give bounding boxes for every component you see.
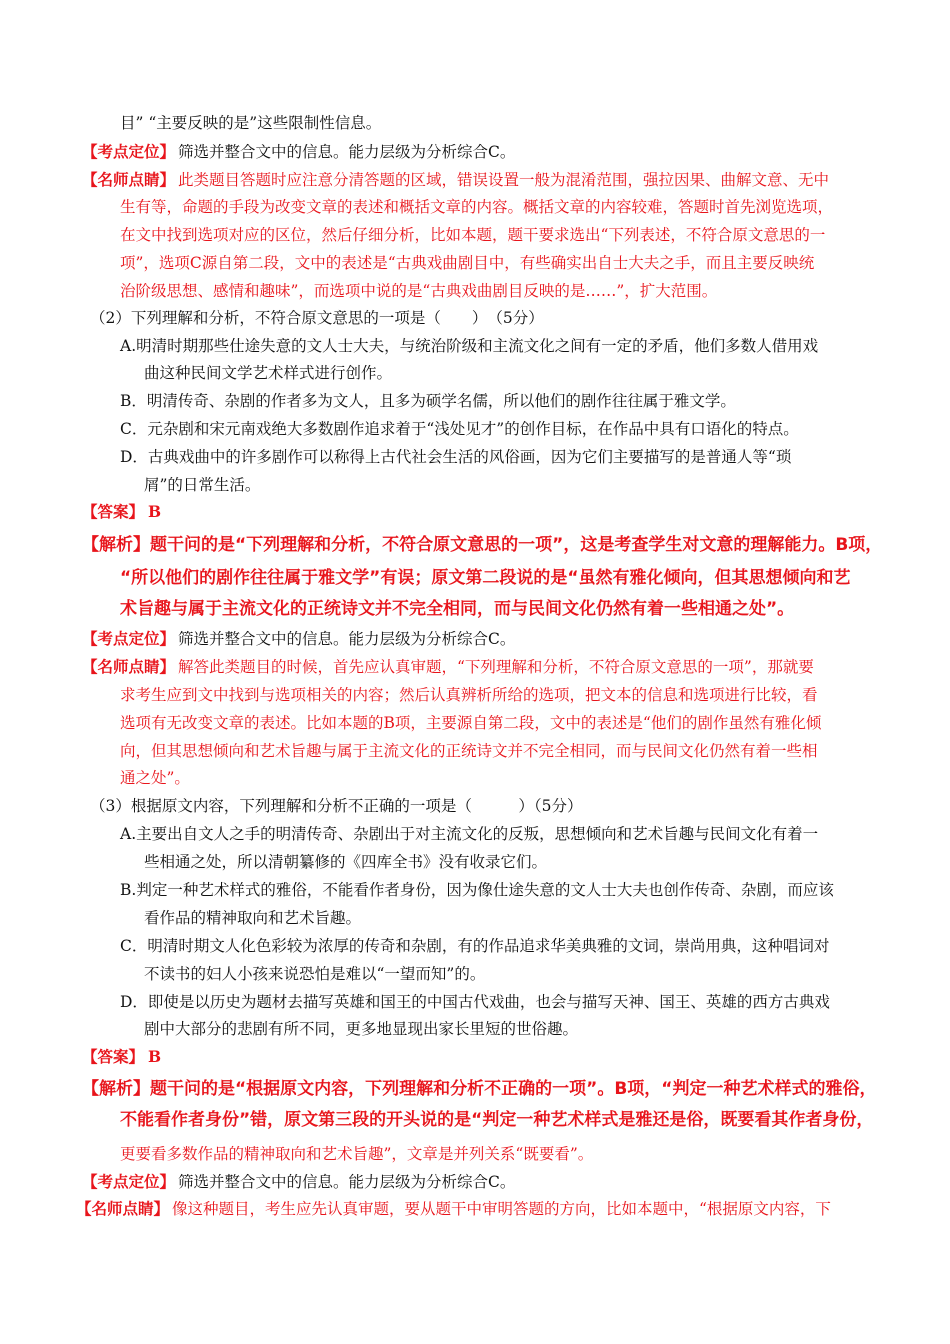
mingshi-tag: 【名师点睛】 <box>76 1199 170 1218</box>
option-c: C．明清时期文人化色彩较为浓厚的传奇和杂剧，有的作品追求华美典雅的文词，崇尚用典，这种唱词对 <box>120 937 830 955</box>
option-c-cont: 不读书的妇人小孩来说恐怕是难以“一望而知”的。 <box>144 965 486 983</box>
jiexi-line: 不能看作者身份”错，原文第三段的开头说的是“判定一种艺术样式是雅还是俗，既要看其作者身份， <box>120 1110 874 1130</box>
jiexi-line: “所以他们的剧作往往属于雅文学”有误；原文第二段说的是“虽然有雅化倾向，但其思想倾向和艺 <box>120 568 851 588</box>
jiexi-line: 题干问的是“下列理解和分析，不符合原文意思的一项”，这是考查学生对文意的理解能力。B项， <box>150 535 883 555</box>
kaodian-text: 筛选并整合文中的信息。能力层级为分析综合C。 <box>178 143 516 161</box>
mingshi-line: 像这种题目，考生应先认真审题，要从题干中审明答题的方向，比如本题中，“根据原文内容，下 <box>172 1200 831 1218</box>
answer-value: B <box>148 502 162 521</box>
jiexi-line: 更要看多数作品的精神取向和艺术旨趣”，文章是并列关系“既要看”。 <box>120 1145 594 1163</box>
kaodian-tag: 【考点定位】 <box>82 629 176 648</box>
mingshi-line: 求考生应到文中找到与选项相关的内容；然后认真辨析所给的选项，把文本的信息和选项进行比较，看 <box>120 686 818 704</box>
option-a: A.主要出自文人之手的明清传奇、杂剧出于对主流文化的反叛，思想倾向和艺术旨趣与民间文化有着一 <box>120 825 819 843</box>
option-b: B．明清传奇、杂剧的作者多为文人，且多为硕学名儒，所以他们的剧作往往属于雅文学。 <box>120 392 736 410</box>
mingshi-line: 治阶级思想、感情和趣味”，而选项中说的是“古典戏曲剧目反映的是……”，扩大范围。 <box>120 282 718 300</box>
mingshi-tag: 【名师点睛】 <box>82 657 176 676</box>
question-stem: （2）下列理解和分析，不符合原文意思的一项是（ ） （5分） <box>90 309 544 327</box>
answer-value: B <box>148 1047 162 1066</box>
answer-tag: 【答案】 <box>82 1047 145 1066</box>
option-c: C．元杂剧和宋元南戏绝大多数剧作追求着于“浅处见才”的创作目标，在作品中具有口语化的特点。 <box>120 420 799 438</box>
jiexi-line: 题干问的是“根据原文内容，下列理解和分析不正确的一项”。B项，“判定一种艺术样式的雅俗， <box>150 1079 877 1099</box>
mingshi-line: 向，但其思想倾向和艺术旨趣与属于主流文化的正统诗文并不完全相同，而与民间文化仍然有着一些相 <box>120 742 818 760</box>
option-d-cont: 屑”的日常生活。 <box>144 476 261 494</box>
mingshi-line: 在文中找到选项对应的区位，然后仔细分析，比如本题，题干要求选出“下列表述，不符合原文意思的一 <box>120 226 826 244</box>
q1-continued-line: 目” “主要反映的是”这些限制性信息。 <box>120 114 382 132</box>
option-d-cont: 剧中大部分的悲剧有所不同，更多地显现出家长里短的世俗趣。 <box>144 1020 579 1038</box>
mingshi-line: 通之处”。 <box>120 769 190 787</box>
kaodian-tag: 【考点定位】 <box>82 142 176 161</box>
option-a: A.明清时期那些仕途失意的文人士大夫，与统治阶级和主流文化之间有一定的矛盾，他们多数人借用戏 <box>120 337 819 355</box>
question-stem: （3）根据原文内容，下列理解和分析不正确的一项是（ ）（5分） <box>90 797 583 815</box>
mingshi-line: 此类题目答题时应注意分清答题的区域，错误设置一般为混淆范围，强拉因果、曲解文意、无中 <box>178 171 830 189</box>
option-a-cont: 些相通之处，所以清朝纂修的《四库全书》没有收录它们。 <box>144 853 548 871</box>
kaodian-text: 筛选并整合文中的信息。能力层级为分析综合C。 <box>178 630 516 648</box>
option-d: D．即使是以历史为题材去描写英雄和国王的中国古代戏曲，也会与描写天神、国王、英雄的西方古典戏 <box>120 993 830 1011</box>
jiexi-tag: 【解析】 <box>82 535 150 555</box>
kaodian-tag: 【考点定位】 <box>82 1172 176 1191</box>
option-a-cont: 曲这种民间文学艺术样式进行创作。 <box>144 364 393 382</box>
option-b-cont: 看作品的精神取向和艺术旨趣。 <box>144 909 362 927</box>
mingshi-line: 解答此类题目的时候，首先应认真审题，“下列理解和分析，不符合原文意思的一项”，那就要 <box>178 658 814 676</box>
answer-tag: 【答案】 <box>82 502 145 521</box>
jiexi-tag: 【解析】 <box>82 1079 150 1099</box>
mingshi-line: 生有等，命题的手段为改变文章的表述和概括文章的内容。概括文章的内容较难，答题时首先浏览选项， <box>120 198 834 216</box>
option-b: B.判定一种艺术样式的雅俗，不能看作者身份，因为像仕途失意的文人士大夫也创作传奇、杂剧，而应该 <box>120 881 834 899</box>
jiexi-line: 术旨趣与属于主流文化的正统诗文并不完全相同，而与民间文化仍然有着一些相通之处”。 <box>120 599 795 619</box>
mingshi-tag: 【名师点睛】 <box>82 170 176 189</box>
mingshi-line: 项”，选项C源自第二段，文中的表述是“古典戏曲剧目中，有些确实出自士大夫之手，而且主要反映统 <box>120 254 815 272</box>
kaodian-text: 筛选并整合文中的信息。能力层级为分析综合C。 <box>178 1173 516 1191</box>
option-d: D．古典戏曲中的许多剧作可以称得上古代社会生活的风俗画，因为它们主要描写的是普通人等“琐 <box>120 448 792 466</box>
mingshi-line: 选项有无改变文章的表述。比如本题的B项，主要源自第二段，文中的表述是“他们的剧作虽然有雅化倾 <box>120 714 822 732</box>
